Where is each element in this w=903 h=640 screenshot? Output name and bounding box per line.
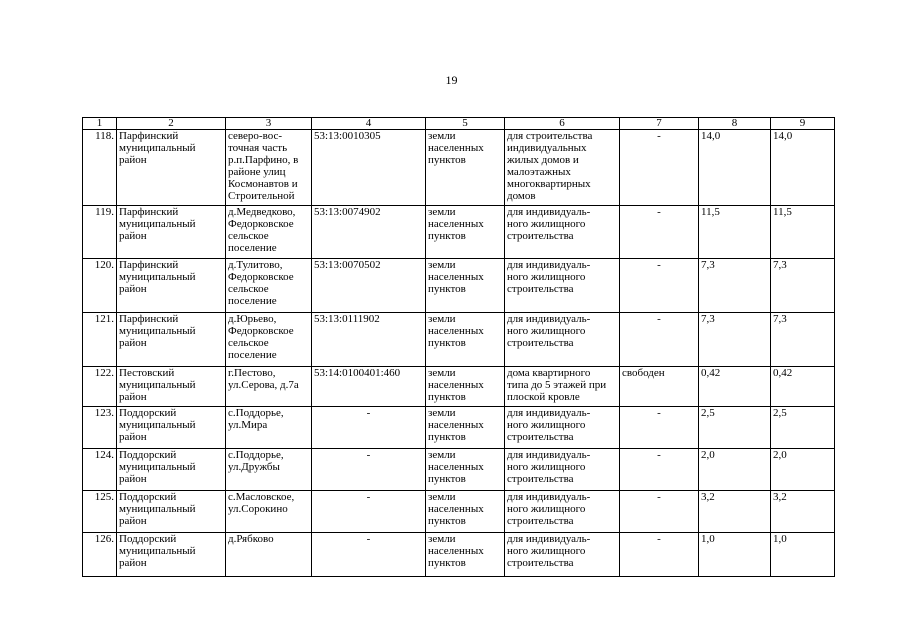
cadastral-number-cell: 53:14:0100401:460 [312, 367, 426, 407]
table-row [83, 259, 835, 313]
column-header: 7 [620, 118, 699, 130]
land-category-cell: земли населенных пунктов [426, 259, 505, 313]
area-total-cell: 14,0 [771, 130, 835, 206]
status-cell: - [620, 533, 699, 577]
district-cell: Пестовский муниципальный район [117, 367, 226, 407]
permitted-use-cell: для индивидуаль- ного жилищного строительства [505, 449, 620, 491]
area-cell: 2,5 [699, 407, 771, 449]
cadastral-number-cell: 53:13:0074902 [312, 206, 426, 259]
table-row [83, 130, 835, 206]
row-number-cell: 123. [83, 407, 117, 449]
district-cell: Поддорский муниципальный район [117, 407, 226, 449]
location-cell: д.Рябково [226, 533, 312, 577]
area-total-cell: 7,3 [771, 259, 835, 313]
land-category-cell: земли населенных пунктов [426, 449, 505, 491]
row-number-cell: 119. [83, 206, 117, 259]
permitted-use-cell: для индивидуаль- ного жилищного строительства [505, 259, 620, 313]
location-cell: с.Масловское, ул.Сорокино [226, 491, 312, 533]
location-cell: д.Тулитово, Федорковское сельское поселение [226, 259, 312, 313]
district-cell: Поддорский муниципальный район [117, 449, 226, 491]
area-cell: 0,42 [699, 367, 771, 407]
cadastral-number-cell: 53:13:0111902 [312, 313, 426, 367]
area-cell: 7,3 [699, 259, 771, 313]
column-header: 1 [83, 118, 117, 130]
area-total-cell: 2,0 [771, 449, 835, 491]
cadastral-number-cell: - [312, 491, 426, 533]
district-cell: Парфинский муниципальный район [117, 130, 226, 206]
location-cell: северо-вос- точная часть р.п.Парфино, в районе улиц Космонавтов и Строительной [226, 130, 312, 206]
permitted-use-cell: для индивидуаль- ного жилищного строительства [505, 407, 620, 449]
land-category-cell: земли населенных пунктов [426, 407, 505, 449]
cadastral-number-cell: - [312, 533, 426, 577]
area-total-cell: 3,2 [771, 491, 835, 533]
permitted-use-cell: для строительства индивидуальных жилых домов и малоэтажных многоквартирных домов [505, 130, 620, 206]
district-cell: Парфинский муниципальный район [117, 259, 226, 313]
land-category-cell: земли населенных пунктов [426, 313, 505, 367]
row-number-cell: 126. [83, 533, 117, 577]
table-row [83, 533, 835, 577]
status-cell: - [620, 313, 699, 367]
row-number-cell: 118. [83, 130, 117, 206]
status-cell: - [620, 491, 699, 533]
land-category-cell: земли населенных пунктов [426, 533, 505, 577]
area-cell: 3,2 [699, 491, 771, 533]
table-row [83, 449, 835, 491]
land-category-cell: земли населенных пунктов [426, 491, 505, 533]
column-header: 6 [505, 118, 620, 130]
table-row [83, 367, 835, 407]
status-cell: - [620, 449, 699, 491]
location-cell: г.Пестово, ул.Серова, д.7а [226, 367, 312, 407]
status-cell: - [620, 206, 699, 259]
area-cell: 2,0 [699, 449, 771, 491]
land-category-cell: земли населенных пунктов [426, 130, 505, 206]
page-number: 19 [445, 73, 458, 87]
area-total-cell: 11,5 [771, 206, 835, 259]
table-row [83, 206, 835, 259]
permitted-use-cell: для индивидуаль- ного жилищного строительства [505, 491, 620, 533]
land-plots-table [82, 117, 835, 577]
status-cell: свободен [620, 367, 699, 407]
column-header: 2 [117, 118, 226, 130]
area-cell: 7,3 [699, 313, 771, 367]
column-header: 8 [699, 118, 771, 130]
status-cell: - [620, 130, 699, 206]
column-header: 3 [226, 118, 312, 130]
table-row [83, 491, 835, 533]
row-number-cell: 121. [83, 313, 117, 367]
row-number-cell: 122. [83, 367, 117, 407]
column-header: 4 [312, 118, 426, 130]
table-row [83, 313, 835, 367]
location-cell: с.Поддорье, ул.Мира [226, 407, 312, 449]
location-cell: д.Медведково, Федорковское сельское поселение [226, 206, 312, 259]
row-number-cell: 120. [83, 259, 117, 313]
area-total-cell: 2,5 [771, 407, 835, 449]
area-total-cell: 7,3 [771, 313, 835, 367]
district-cell: Поддорский муниципальный район [117, 533, 226, 577]
district-cell: Поддорский муниципальный район [117, 491, 226, 533]
location-cell: с.Поддорье, ул.Дружбы [226, 449, 312, 491]
area-cell: 11,5 [699, 206, 771, 259]
column-header: 9 [771, 118, 835, 130]
area-total-cell: 1,0 [771, 533, 835, 577]
land-category-cell: земли населенных пунктов [426, 367, 505, 407]
cadastral-number-cell: - [312, 407, 426, 449]
permitted-use-cell: для индивидуаль- ного жилищного строительства [505, 206, 620, 259]
table-row [83, 407, 835, 449]
district-cell: Парфинский муниципальный район [117, 313, 226, 367]
area-cell: 14,0 [699, 130, 771, 206]
row-number-cell: 125. [83, 491, 117, 533]
column-number-row [83, 118, 835, 130]
district-cell: Парфинский муниципальный район [117, 206, 226, 259]
permitted-use-cell: для индивидуаль- ного жилищного строительства [505, 313, 620, 367]
permitted-use-cell: дома квартирного типа до 5 этажей при плоской кровле [505, 367, 620, 407]
area-total-cell: 0,42 [771, 367, 835, 407]
status-cell: - [620, 407, 699, 449]
location-cell: д.Юрьево, Федорковское сельское поселение [226, 313, 312, 367]
cadastral-number-cell: - [312, 449, 426, 491]
cadastral-number-cell: 53:13:0070502 [312, 259, 426, 313]
cadastral-number-cell: 53:13:0010305 [312, 130, 426, 206]
column-header: 5 [426, 118, 505, 130]
row-number-cell: 124. [83, 449, 117, 491]
status-cell: - [620, 259, 699, 313]
area-cell: 1,0 [699, 533, 771, 577]
land-category-cell: земли населенных пунктов [426, 206, 505, 259]
permitted-use-cell: для индивидуаль- ного жилищного строительства [505, 533, 620, 577]
